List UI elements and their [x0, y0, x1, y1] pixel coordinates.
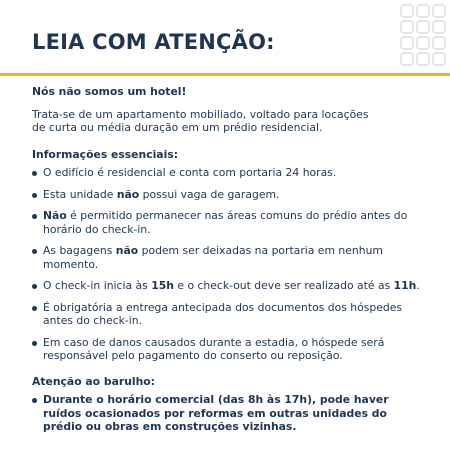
- notice-content: [32, 85, 422, 442]
- page-title: LEIA COM ATENÇÃO:: [32, 30, 275, 54]
- lead-text: Nós não somos um hotel!: [32, 85, 187, 98]
- essentials-title: Informações essenciais:: [32, 147, 179, 161]
- list-item: [32, 244, 422, 271]
- item-text: É obrigatória a entrega antecipada dos documentos dos hóspedes antes do check-in.: [43, 300, 402, 327]
- intro-paragraph: [32, 108, 422, 135]
- noise-list: [32, 393, 422, 434]
- bullet-icon: [32, 398, 37, 403]
- list-item: [32, 209, 422, 236]
- bullet-icon: [32, 341, 37, 346]
- list-item: [32, 279, 422, 293]
- list-item: [32, 166, 422, 180]
- bullet-icon: [32, 214, 37, 219]
- item-emphasis: 11h: [393, 279, 417, 292]
- intro-line-1: Trata-se de um apartamento mobiliado, voltado para locações: [32, 107, 369, 121]
- item-emphasis: 15h: [151, 279, 174, 292]
- bullet-icon: [32, 306, 37, 311]
- noise-title: Atenção ao barulho:: [32, 374, 155, 388]
- item-text: Em caso de danos causados durante a estadia, o hóspede será responsável pelo pagamento do conserto ou reposição.: [43, 335, 385, 362]
- item-text: possui vaga de garagem.: [139, 187, 280, 201]
- intro-line-2: de curta ou média duração em um prédio residencial.: [32, 121, 323, 134]
- item-text: O check-in inicia às: [43, 279, 152, 292]
- list-item: [32, 393, 422, 434]
- header-divider: [0, 73, 450, 76]
- bullet-icon: [32, 284, 37, 289]
- item-text: podem ser deixadas na portaria em nenhum momento.: [43, 244, 383, 271]
- bullet-icon: [32, 249, 37, 254]
- item-text: Esta unidade: [43, 187, 117, 201]
- essentials-list: [32, 166, 422, 363]
- item-emphasis: Não: [43, 209, 67, 222]
- item-emphasis: não: [116, 187, 140, 201]
- bullet-icon: [32, 171, 37, 176]
- decorative-pattern-icon: [400, 4, 446, 66]
- item-text: .: [416, 279, 420, 292]
- item-text: As bagagens: [43, 244, 116, 257]
- item-emphasis: não: [115, 244, 139, 257]
- list-item: [32, 188, 422, 202]
- item-text: Durante o horário comercial (das 8h às 17h), pode haver ruídos ocasionados por reformas em outras unidades do prédio ou obras em construções vizinhas.: [43, 393, 389, 433]
- list-item: [32, 336, 422, 363]
- item-text: e o check-out deve ser realizado até as: [173, 279, 394, 292]
- bullet-icon: [32, 193, 37, 198]
- item-text: é permitido permanecer nas áreas comuns do prédio antes do horário do check-in.: [43, 209, 408, 236]
- header: [0, 0, 450, 70]
- list-item: [32, 301, 422, 328]
- item-text: O edifício é residencial e conta com portaria 24 horas.: [43, 166, 337, 179]
